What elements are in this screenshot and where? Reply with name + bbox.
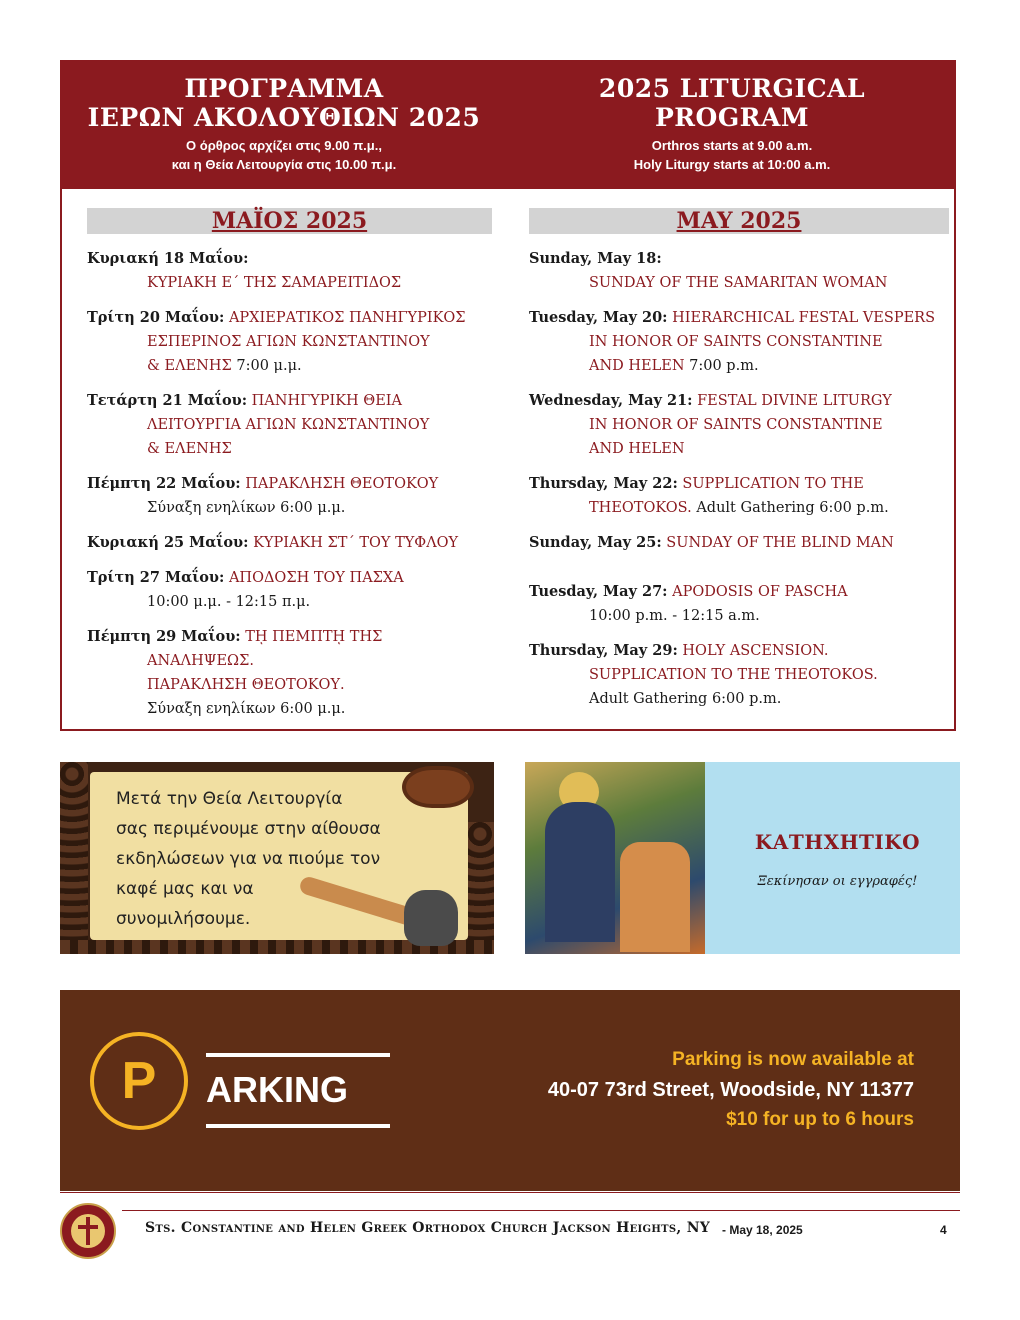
event-day: Tuesday, May 20: (529, 309, 668, 326)
event-day: Τρίτη 20 Μαΐου: (87, 309, 225, 326)
event-note: Adult Gathering 6:00 p.m. (696, 500, 889, 516)
event-service: Τῌ ΠΕΜΠΤῌ ΤΗΣ (245, 629, 383, 645)
event-note: Adult Gathering 6:00 p.m. (589, 691, 782, 707)
event-day: Πέμπτη 22 Μαΐου: (87, 475, 241, 492)
coffee-beans-decoration (468, 822, 494, 954)
catechism-title: ΚΑΤΗΧΗΤΙΚΟ (754, 830, 921, 854)
english-month-heading: MAY 2025 (529, 208, 949, 234)
event-note: Σύναξη ενηλίκων 6:00 μ.μ. (147, 701, 346, 717)
event-service: & ΕΛΕΝΗΣ (147, 441, 232, 457)
event-service: IN HONOR OF SAINTS CONSTANTINE (589, 417, 883, 433)
program-header (62, 62, 954, 189)
english-event (529, 639, 951, 711)
event-service: THEOTOKOS. (589, 500, 692, 516)
event-service: IN HONOR OF SAINTS CONSTANTINE (589, 334, 883, 350)
coffee-text-line: εκδηλώσεων για να πιούμε τον (116, 849, 381, 869)
christ-with-children-icon (525, 762, 705, 954)
parking-rule (206, 1053, 390, 1057)
event-service: FESTAL DIVINE LITURGY (697, 393, 892, 409)
greek-events-list (87, 247, 492, 732)
event-service: AND HELEN (589, 441, 685, 457)
event-service: ΚΥΡΙΑΚΗ Ε΄ ΤΗΣ ΣΑΜΑΡΕΙΤΙΔΟΣ (147, 275, 402, 291)
english-event (529, 389, 951, 461)
english-title-line2: PROGRAM (654, 103, 810, 132)
event-note: 7:00 μ.μ. (236, 358, 302, 374)
event-service: ΠΑΡΑΚΛΗΣΗ ΘΕΟΤΟΚΟΥ (245, 476, 439, 492)
footer-rule (122, 1210, 960, 1211)
coffee-hour-banner (60, 762, 494, 954)
parking-word: ARKING (206, 1069, 348, 1110)
parking-price: $10 for up to 6 hours (726, 1109, 914, 1130)
coffee-text-line: καφέ μας και να (116, 879, 254, 899)
coffee-beans-decoration (60, 762, 88, 954)
church-seal-icon (60, 1203, 116, 1259)
event-day: Τρίτη 27 Μαΐου: (87, 569, 225, 586)
english-event (529, 306, 951, 378)
event-day: Thursday, May 22: (529, 475, 678, 492)
footer-divider (60, 1192, 960, 1193)
greek-event (87, 566, 492, 614)
event-day: Κυριακή 18 Μαΐου: (87, 250, 249, 267)
event-service: HOLY ASCENSION. (682, 643, 829, 659)
liturgical-program-box (60, 60, 956, 731)
christ-figure (545, 802, 615, 942)
catechism-banner (525, 762, 960, 954)
event-service: ΕΣΠΕΡΙΝΟΣ ΑΓΙΩΝ ΚΩΝΣΤΑΝΤΙΝΟΥ (147, 334, 430, 350)
coffee-invitation-text (116, 784, 436, 934)
greek-subtitle-line2: και η Θεία Λειτουργία στις 10.00 π.μ. (171, 157, 397, 172)
children-figures (620, 842, 690, 952)
greek-event (87, 472, 492, 520)
parking-banner (60, 990, 960, 1191)
greek-event (87, 306, 492, 378)
cross-icon-bar (78, 1225, 98, 1229)
event-service: AND HELEN (589, 358, 685, 374)
event-day: Tuesday, May 27: (529, 583, 668, 600)
greek-title-line1: ΠΡΟΓΡΑΜΜΑ (184, 74, 384, 103)
event-day: Πέμπτη 29 Μαΐου: (87, 628, 241, 645)
event-service: SUNDAY OF THE BLIND MAN (666, 535, 894, 551)
greek-event (87, 247, 492, 295)
event-note: 10:00 p.m. - 12:15 a.m. (589, 608, 760, 624)
parking-info (548, 1045, 914, 1135)
event-service: APODOSIS OF PASCHA (672, 584, 848, 600)
greek-title-line2: ΙΕΡΩΝ ΑΚΟΛΟΥΘΙΩΝ 2025 (87, 103, 481, 132)
event-service: SUNDAY OF THE SAMARITAN WOMAN (589, 275, 888, 291)
greek-subtitle-line1: Ο όρθρος αρχίζει στις 9.00 π.μ., (186, 138, 382, 153)
footer-church-name: Sts. Constantine and Helen Greek Orthodox Church Jackson Heights, NY (145, 1220, 711, 1236)
cross-icon (86, 1217, 90, 1245)
event-day: Thursday, May 29: (529, 642, 678, 659)
event-service: SUPPLICATION TO THE THEOTOKOS. (589, 667, 878, 683)
coffee-text-line: σας περιμένουμε στην αίθουσα (116, 819, 381, 839)
event-service: & ΕΛΕΝΗΣ (147, 358, 232, 374)
footer-date: - May 18, 2025 (722, 1223, 803, 1237)
catechism-subtitle: Ξεκίνησαν οι εγγραφές! (757, 874, 918, 889)
event-service: ΠΑΝΗΓΥΡΙΚΗ ΘΕΙΑ (251, 393, 402, 409)
event-day: Τετάρτη 21 Μαΐου: (87, 392, 248, 409)
coffee-text-line: Μετά την Θεία Λειτουργία (116, 789, 343, 809)
event-service: HIERARCHICAL FESTAL VESPERS (672, 310, 936, 326)
english-event (529, 472, 951, 520)
parking-p-letter: P (121, 1052, 157, 1110)
parking-availability: Parking is now available at (672, 1049, 914, 1070)
event-service: ΑΡΧΙΕΡΑΤΙΚΟΣ ΠΑΝΗΓΥΡΙΚΟΣ (228, 310, 466, 326)
english-event (529, 247, 951, 295)
coffee-text-line: συνομιλήσουμε. (116, 909, 251, 929)
english-title-line1: 2025 LITURGICAL (598, 74, 866, 103)
parking-address: 40-07 73rd Street, Woodside, NY 11377 (547, 1079, 914, 1101)
greek-month-heading: ΜΑΪΟΣ 2025 (87, 208, 492, 234)
page-number: 4 (940, 1223, 947, 1237)
event-day: Wednesday, May 21: (529, 392, 693, 409)
greek-event (87, 625, 492, 721)
event-service: SUPPLICATION TO THE (682, 476, 864, 492)
english-events-list (529, 247, 951, 722)
event-service: ΠΑΡΑΚΛΗΣΗ ΘΕΟΤΟΚΟΥ. (147, 677, 345, 693)
event-service: ΛΕΙΤΟΥΡΓΙΑ ΑΓΙΩΝ ΚΩΝΣΤΑΝΤΙΝΟΥ (147, 417, 430, 433)
english-event (529, 531, 951, 555)
english-header (512, 74, 952, 174)
event-note: 7:00 p.m. (689, 358, 759, 374)
event-service: ΑΠΟΔΟΣΗ ΤΟΥ ΠΑΣΧΑ (228, 570, 404, 586)
event-service: ΚΥΡΙΑΚΗ ΣΤ΄ ΤΟΥ ΤΥΦΛΟΥ (253, 535, 459, 551)
event-day: Sunday, May 18: (529, 250, 662, 267)
event-service: ΑΝΑΛΗΨΕΩΣ. (147, 653, 254, 669)
event-day: Κυριακή 25 Μαΐου: (87, 534, 249, 551)
greek-event (87, 389, 492, 461)
english-subtitle-line2: Holy Liturgy starts at 10:00 a.m. (633, 157, 831, 172)
greek-header (64, 74, 504, 174)
event-day: Sunday, May 25: (529, 534, 662, 551)
event-note: 10:00 μ.μ. - 12:15 π.μ. (147, 594, 311, 610)
parking-rule (206, 1124, 390, 1128)
event-note: Σύναξη ενηλίκων 6:00 μ.μ. (147, 500, 346, 516)
english-subtitle-line1: Orthros starts at 9.00 a.m. (651, 138, 813, 153)
greek-event (87, 531, 492, 555)
english-event (529, 580, 951, 628)
